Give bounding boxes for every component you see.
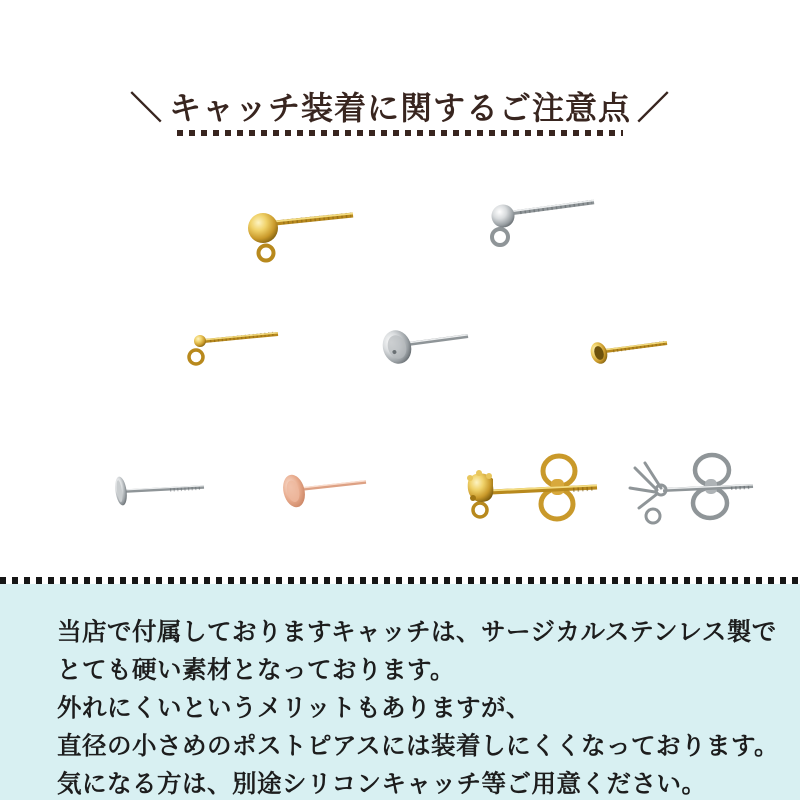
header <box>0 88 800 136</box>
rose-gold-flat-pad-post-earring-image <box>240 462 370 517</box>
photo-rose-gold-flat-pad-post-earring <box>240 462 370 517</box>
photo-gold-cup-post-earring <box>583 325 683 380</box>
silver-cup-post-earring-image <box>372 320 482 380</box>
gold-ball-post-earring-image <box>235 192 365 282</box>
photo-gold-small-ball-post-earring <box>178 320 288 380</box>
title-left-slash: ＼ <box>129 90 163 126</box>
gold-small-ball-post-earring-image <box>178 320 288 380</box>
silver-prong-earring-with-catch-image <box>605 448 765 543</box>
title-right-slash: ／ <box>637 90 671 126</box>
page-title <box>130 88 670 128</box>
dashed-divider <box>0 577 800 584</box>
notice-line-5: 気になる方は、別途シリコンキャッチ等ご用意ください。 <box>57 771 707 798</box>
photo-silver-cup-post-earring <box>372 320 482 380</box>
gold-prong-earring-with-catch-image <box>455 448 605 543</box>
photo-gold-prong-earring-with-catch <box>455 448 605 543</box>
title-dotted-underline <box>177 130 623 136</box>
silver-flat-pad-post-earring-image <box>100 462 215 517</box>
page-title-text: キャッチ装着に関するご注意点 <box>168 90 631 126</box>
notice-box <box>0 584 800 800</box>
notice-line-3: 外れにくいというメリットもありますが、 <box>57 695 532 722</box>
photo-gold-ball-post-earring <box>235 192 365 282</box>
notice-line-2: とても硬い素材となっております。 <box>57 657 456 684</box>
photo-silver-flat-pad-post-earring <box>100 462 215 517</box>
notice-line-1: 当店で付属しておりますキャッチは、サージカルステンレス製で <box>57 619 777 646</box>
photo-silver-prong-earring-with-catch <box>605 448 765 543</box>
photo-silver-ball-post-earring <box>478 183 608 263</box>
gold-cup-post-earring-image <box>583 325 683 380</box>
silver-ball-post-earring-image <box>478 183 608 263</box>
notice-line-4: 直径の小さめのポストピアスには装着しにくくなっております。 <box>57 733 780 760</box>
